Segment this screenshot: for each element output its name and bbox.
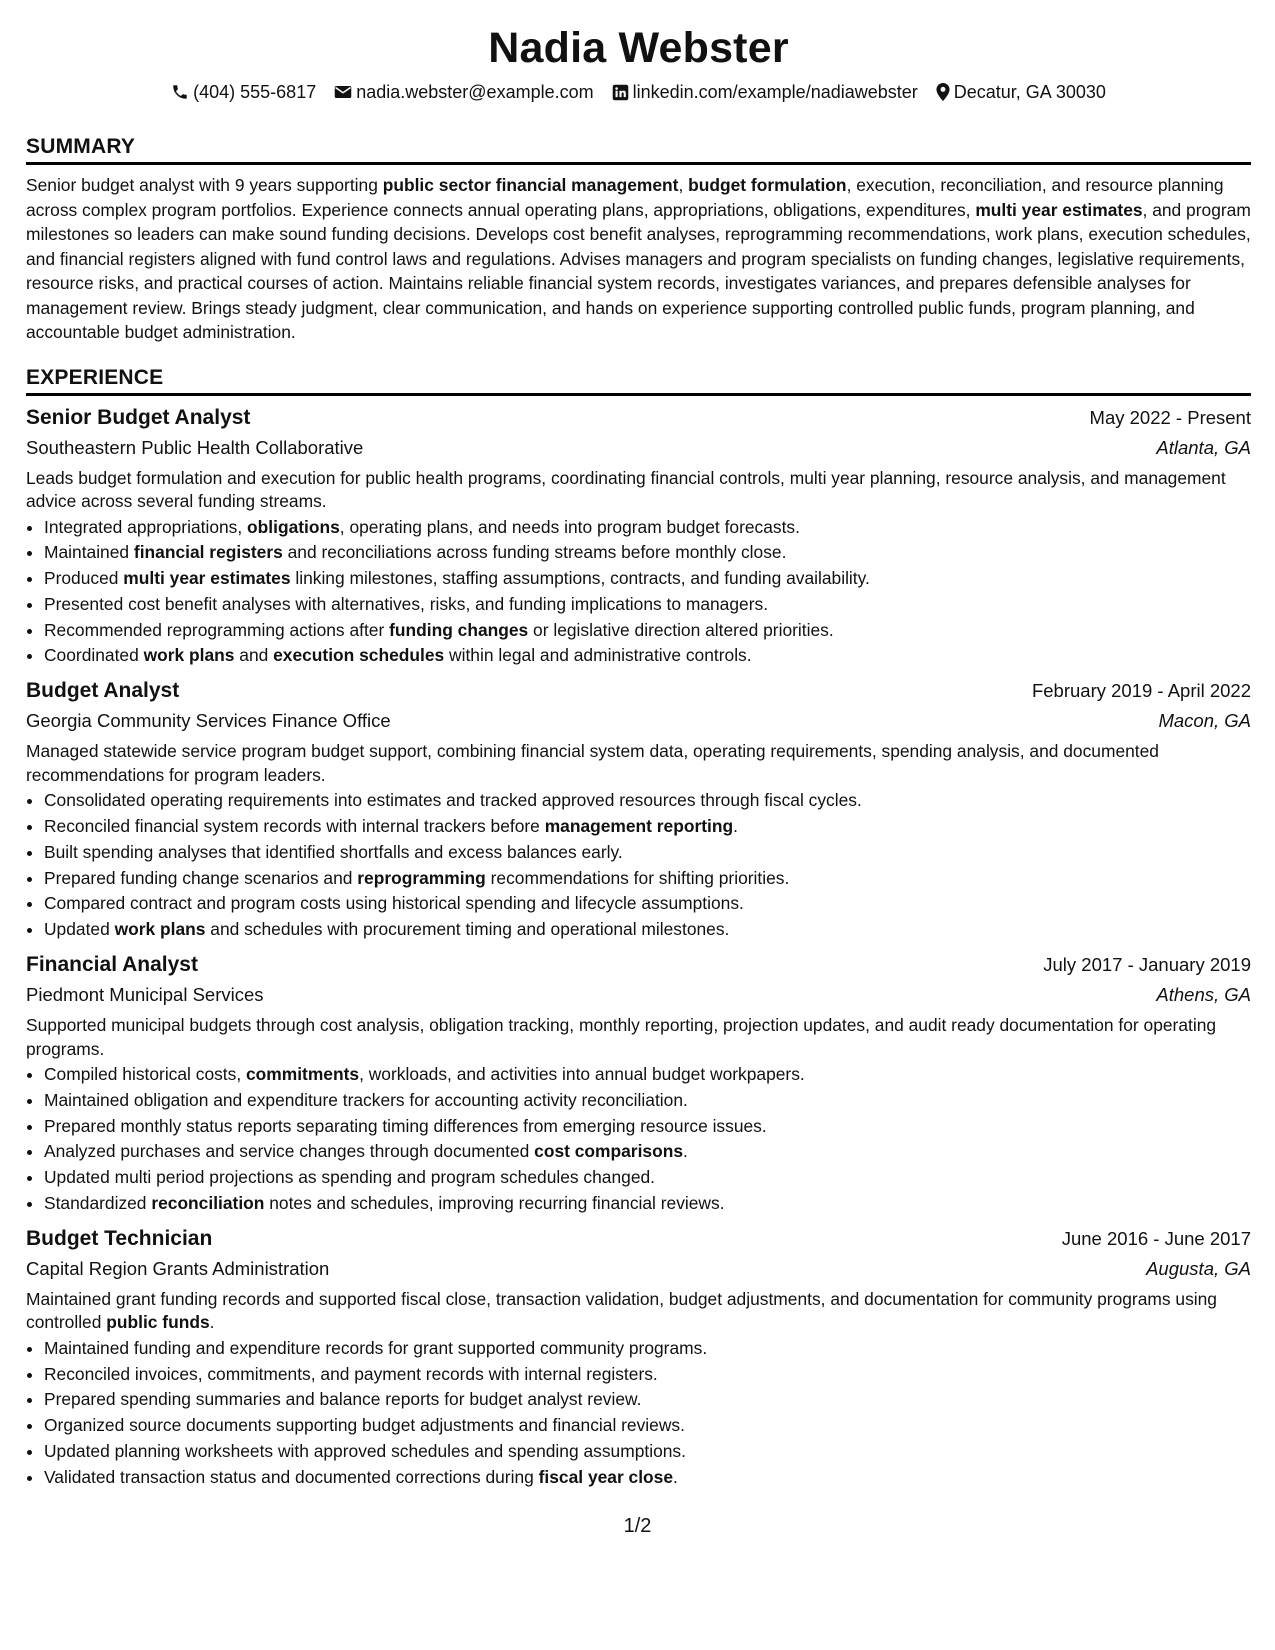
- bullet-item: • Coordinated work plans and execution schedules within legal and administrative controls.: [44, 643, 1251, 669]
- job-title: Senior Budget Analyst: [26, 405, 251, 429]
- bullet-item: • Integrated appropriations, obligations, operating plans, and needs into program budget forecasts.: [44, 515, 1251, 541]
- job-bullets: [26, 788, 1251, 943]
- bullet-item: • Compiled historical costs, commitments, workloads, and activities into annual budget workpapers.: [44, 1062, 1251, 1088]
- job-location: Atlanta, GA: [1156, 436, 1251, 458]
- bullet-item: • Presented cost benefit analyses with alternatives, risks, and funding implications to managers.: [44, 592, 1251, 618]
- bullet-item: • Prepared funding change scenarios and reprogramming recommendations for shifting priorities.: [44, 866, 1251, 892]
- bullet-item: • Reconciled financial system records with internal trackers before management reporting.: [44, 814, 1251, 840]
- job-location: Athens, GA: [1156, 984, 1251, 1006]
- bullet-item: • Updated work plans and schedules with procurement timing and operational milestones.: [44, 917, 1251, 943]
- job-entry: [26, 677, 1251, 943]
- job-company: Capital Region Grants Administration: [26, 1257, 330, 1279]
- bullet-item: • Organized source documents supporting budget adjustments and financial reviews.: [44, 1413, 1251, 1439]
- job-description: Maintained grant funding records and supported fiscal close, transaction validation, budget adjustments, and documentation for community programs using controlled public funds.: [26, 1288, 1217, 1333]
- job-bullets: [26, 1062, 1251, 1217]
- section-heading-summary: SUMMARY: [26, 134, 1251, 165]
- contact-text: (404) 555-6817: [193, 82, 317, 102]
- contact-phone[interactable]: [171, 80, 316, 104]
- job-description: Managed statewide service program budget support, combining financial system data, operating requirements, spending analysis, and documented recommendations for program leaders.: [26, 741, 1159, 785]
- job-title: Budget Technician: [26, 1226, 213, 1250]
- job-location: Augusta, GA: [1146, 1257, 1251, 1279]
- section-heading-experience: EXPERIENCE: [26, 365, 1251, 396]
- job-entry: [26, 951, 1251, 1217]
- job-title: Financial Analyst: [26, 953, 198, 977]
- bullet-item: • Built spending analyses that identified shortfalls and excess balances early.: [44, 840, 1251, 866]
- bullet-item: • Prepared spending summaries and balance reports for budget analyst review.: [44, 1387, 1251, 1413]
- job-dates: June 2016 - June 2017: [1061, 1227, 1251, 1249]
- resume-page: [26, 22, 1251, 1491]
- job-dates: May 2022 - Present: [1089, 406, 1251, 428]
- candidate-name: Nadia Webster: [488, 24, 789, 72]
- page-number: 1/2: [623, 1515, 652, 1537]
- bullet-item: • Analyzed purchases and service changes through documented cost comparisons.: [44, 1139, 1251, 1165]
- contact-linkedin[interactable]: [612, 80, 918, 104]
- bullet-item: • Prepared monthly status reports separating timing differences from emerging resource issues.: [44, 1114, 1251, 1140]
- summary-section: [26, 134, 1251, 345]
- experience-section: [26, 365, 1251, 1491]
- bullet-item: • Recommended reprogramming actions after funding changes or legislative direction altered priorities.: [44, 618, 1251, 644]
- job-company: Southeastern Public Health Collaborative: [26, 436, 364, 458]
- map-pin-icon: [936, 83, 950, 101]
- bullet-item: • Compared contract and program costs using historical spending and lifecycle assumptions.: [44, 891, 1251, 917]
- bullet-item: • Consolidated operating requirements into estimates and tracked approved resources through fiscal cycles.: [44, 788, 1251, 814]
- contact-email[interactable]: [334, 80, 593, 104]
- job-dates: February 2019 - April 2022: [1031, 680, 1251, 702]
- linkedin-icon: [612, 84, 629, 101]
- bullet-item: • Maintained obligation and expenditure trackers for accounting activity reconciliation.: [44, 1088, 1251, 1114]
- envelope-icon: [334, 84, 352, 100]
- phone-icon: [171, 83, 189, 101]
- bullet-item: • Maintained funding and expenditure records for grant supported community programs.: [44, 1336, 1251, 1362]
- contact-text: linkedin.com/example/nadiawebster: [632, 82, 918, 102]
- contact-bar: [26, 80, 1251, 104]
- bullet-item: • Updated multi period projections as spending and program schedules changed.: [44, 1165, 1251, 1191]
- bullet-item: • Produced multi year estimates linking milestones, staffing assumptions, contracts, and funding availability.: [44, 566, 1251, 592]
- job-title: Budget Analyst: [26, 679, 180, 703]
- contact-location: [936, 80, 1106, 104]
- job-bullets: [26, 1336, 1251, 1491]
- contact-text: nadia.webster@example.com: [356, 82, 594, 102]
- job-entry: [26, 1225, 1251, 1491]
- bullet-item: • Reconciled invoices, commitments, and payment records with internal registers.: [44, 1362, 1251, 1388]
- job-dates: July 2017 - January 2019: [1043, 954, 1251, 976]
- job-company: Georgia Community Services Finance Office: [26, 710, 391, 732]
- job-company: Piedmont Municipal Services: [26, 984, 264, 1006]
- job-description: Leads budget formulation and execution for public health programs, coordinating financial controls, multi year planning, resource analysis, and management advice across several funding streams.: [26, 467, 1226, 511]
- summary-text: Senior budget analyst with 9 years supporting public sector financial management, budget formulation, execution, reconciliation, and resource planning across complex program portfolios. Experience connects annual operating plans, appropriations, obligations, expenditures, multi year estimates, and program milestones so leaders can make sound funding decisions. Develops cost benefit analyses, reprogramming recommendations, work plans, execution schedules, and financial registers aligned with fund control laws and regulations. Advises managers and program specialists on funding changes, legislative requirements, resource risks, and practical courses of action. Maintains reliable financial system records, investigates variances, and prepares defensible analyses for management review. Brings steady judgment, clear communication, and hands on experience supporting controlled public funds, program planning, and accountable budget administration.: [26, 175, 1251, 342]
- contact-text: Decatur, GA 30030: [953, 82, 1106, 102]
- job-entry: [26, 404, 1251, 670]
- job-list: [26, 404, 1251, 1491]
- job-description: Supported municipal budgets through cost analysis, obligation tracking, monthly reporting, projection updates, and audit ready documentation for operating programs.: [26, 1015, 1217, 1059]
- bullet-item: • Maintained financial registers and reconciliations across funding streams before monthly close.: [44, 540, 1251, 566]
- job-location: Macon, GA: [1158, 710, 1251, 732]
- bullet-item: • Standardized reconciliation notes and schedules, improving recurring financial reviews.: [44, 1191, 1251, 1217]
- job-bullets: [26, 515, 1251, 670]
- bullet-item: • Updated planning worksheets with approved schedules and spending assumptions.: [44, 1439, 1251, 1465]
- bullet-item: • Validated transaction status and documented corrections during fiscal year close.: [44, 1465, 1251, 1491]
